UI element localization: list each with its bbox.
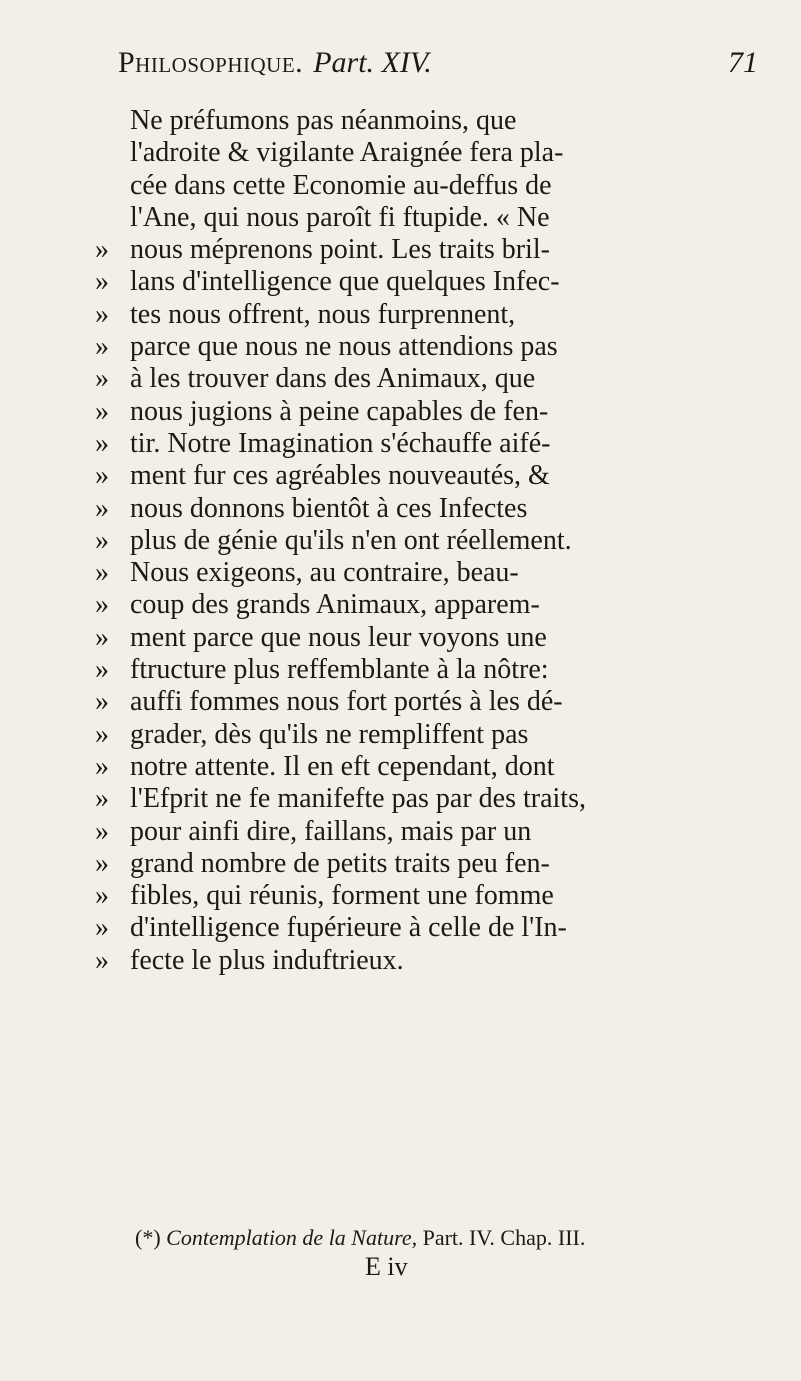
quote-mark: » <box>95 880 109 912</box>
line-text: nous donnons bientôt à ces Infectes <box>130 492 528 524</box>
text-line <box>95 783 775 815</box>
line-text: pour ainfi dire, faillans, mais par un <box>130 815 532 847</box>
line-text: d'intelligence fupérieure à celle de l'In- <box>130 912 567 944</box>
footnote <box>135 1225 775 1251</box>
quote-mark: » <box>95 492 109 524</box>
text-line <box>95 299 775 331</box>
line-text: coup des grands Animaux, apparem- <box>130 589 540 621</box>
text-line <box>95 493 775 525</box>
footnote-work: Contemplation de la Nature, <box>166 1225 418 1250</box>
text-line <box>95 557 775 589</box>
line-text: plus de génie qu'ils n'en ont réellement. <box>130 524 572 556</box>
text-line <box>95 460 775 492</box>
line-text: fibles, qui réunis, forment une fomme <box>130 880 554 912</box>
text-line <box>95 428 775 460</box>
text-line <box>95 751 775 783</box>
quote-mark: » <box>95 750 109 782</box>
body-text <box>95 105 775 977</box>
text-line <box>95 202 775 234</box>
quote-mark: » <box>95 912 109 944</box>
quote-mark: » <box>95 944 109 976</box>
line-text: l'adroite & vigilante Araignée fera pla- <box>130 137 564 169</box>
quote-mark: » <box>95 524 109 556</box>
text-line <box>95 848 775 880</box>
text-line <box>95 266 775 298</box>
quote-mark: » <box>95 621 109 653</box>
line-text: à les trouver dans des Animaux, que <box>130 363 536 395</box>
quote-mark: » <box>95 686 109 718</box>
quote-mark: » <box>95 234 109 266</box>
text-line <box>95 912 775 944</box>
text-line <box>95 719 775 751</box>
line-text: Nous exigeons, au contraire, beau- <box>130 557 519 589</box>
line-text: auffi fommes nous fort portés à les dé- <box>130 686 563 718</box>
text-line <box>95 654 775 686</box>
text-line <box>95 396 775 428</box>
text-line <box>95 170 775 202</box>
line-text: grand nombre de petits traits peu fen- <box>130 847 550 879</box>
text-line <box>95 105 775 137</box>
text-line <box>95 525 775 557</box>
line-text: Ne préfumons pas néanmoins, que <box>130 105 517 136</box>
text-line <box>95 945 775 977</box>
line-text: tir. Notre Imagination s'échauffe aifé- <box>130 427 551 459</box>
quote-mark: » <box>95 783 109 815</box>
signature-mark: E iv <box>365 1252 408 1281</box>
text-line <box>95 363 775 395</box>
footnote-marker: (*) <box>135 1225 161 1250</box>
text-line <box>95 234 775 266</box>
running-title: Philosophique. <box>118 46 304 79</box>
quote-mark: » <box>95 589 109 621</box>
text-line <box>95 331 775 363</box>
text-line <box>95 137 775 169</box>
quote-mark: » <box>95 395 109 427</box>
line-text: nous méprenons point. Les traits bril- <box>130 234 550 266</box>
line-text: parce que nous ne nous attendions pas <box>130 331 558 363</box>
quote-mark: » <box>95 654 109 686</box>
quote-mark: » <box>95 427 109 459</box>
text-line <box>95 622 775 654</box>
quote-mark: » <box>95 718 109 750</box>
quote-mark: » <box>95 815 109 847</box>
quote-mark: » <box>95 847 109 879</box>
line-text: tes nous offrent, nous furprennent, <box>130 298 516 330</box>
page-header <box>118 46 758 88</box>
line-text: nous jugions à peine capables de fen- <box>130 395 549 427</box>
line-text: l'Ane, qui nous paroît fi ftupide. « Ne <box>130 201 550 233</box>
line-text: cée dans cette Economie au-deffus de <box>130 169 552 201</box>
text-line <box>95 880 775 912</box>
line-text: l'Efprit ne fe manifefte pas par des traits, <box>130 783 586 815</box>
quote-mark: » <box>95 363 109 395</box>
line-text: lans d'intelligence que quelques Infec- <box>130 266 560 298</box>
line-text: ment fur ces agréables nouveautés, & <box>130 460 550 492</box>
text-line <box>95 816 775 848</box>
quote-mark: » <box>95 266 109 298</box>
page-number: 71 <box>728 46 758 79</box>
quote-mark: » <box>95 557 109 589</box>
part-label: Part. XIV. <box>313 46 432 79</box>
text-line <box>95 686 775 718</box>
line-text: ment parce que nous leur voyons une <box>130 621 547 653</box>
quote-mark: » <box>95 460 109 492</box>
quote-mark: » <box>95 298 109 330</box>
line-text: fecte le plus induftrieux. <box>130 944 404 976</box>
footnote-ref: Part. IV. Chap. III. <box>422 1225 586 1250</box>
line-text: ftructure plus reffemblante à la nôtre: <box>130 654 549 686</box>
quote-mark: » <box>95 331 109 363</box>
text-line <box>95 589 775 621</box>
line-text: grader, dès qu'ils ne rempliffent pas <box>130 718 529 750</box>
line-text: notre attente. Il en eft cependant, dont <box>130 750 555 782</box>
